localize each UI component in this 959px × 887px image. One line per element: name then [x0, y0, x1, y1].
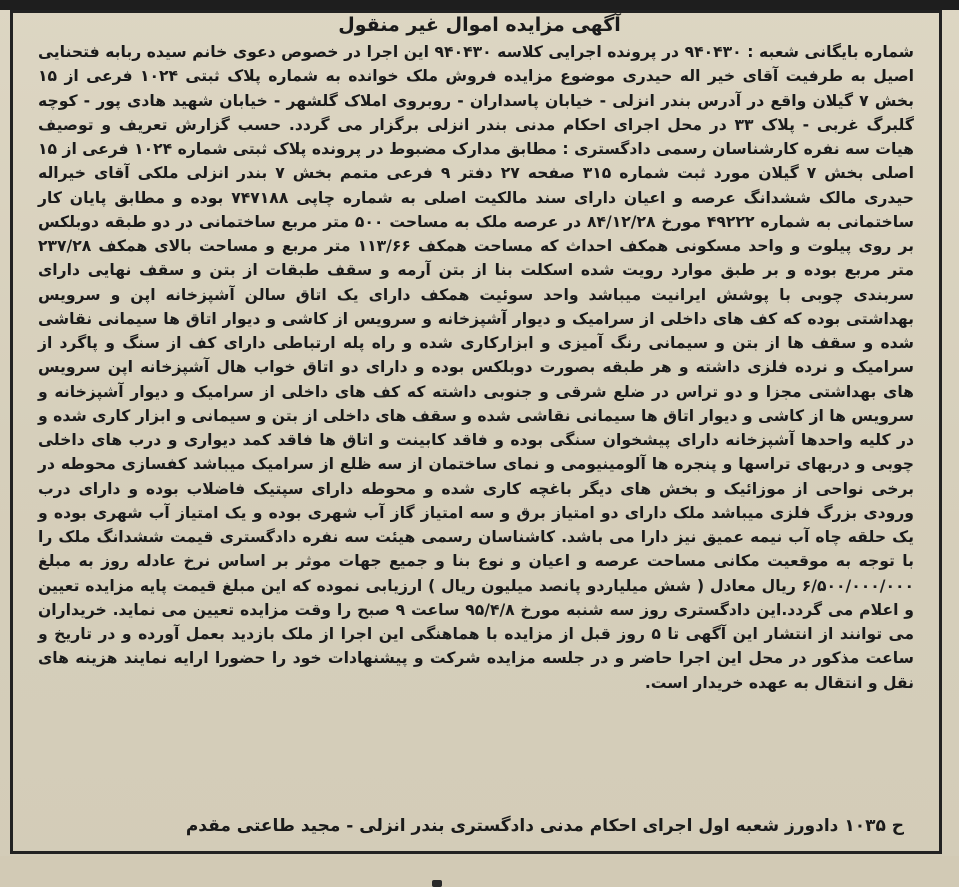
notice-footer: ح ۱۰۳۵ دادورز شعبه اول اجرای احکام مدنی دادگستری بندر انزلی - مجید طاعتی مقدم — [185, 816, 904, 836]
notice-title: آگهی مزایده اموال غیر منقول — [338, 14, 621, 36]
ink-dot — [432, 880, 442, 887]
page-bottom-margin — [0, 856, 959, 887]
top-border-strip — [0, 0, 959, 10]
notice-body: شماره بایگانی شعبه : ۹۴۰۴۳۰ در پرونده اجرایی کلاسه ۹۴۰۴۳۰ این اجرا در خصوص دعوی خانم سیده ربابه فتحنایی اصیل به طرفیت آقای خیر اله حیدری موضوع مزایده فروش ملک خوانده به شماره پلاک ثبتی ۱۰۲۴ فرعی از ۱۵ بخش ۷ گیلان واقع در آدرس بندر انزلی - خیابان پاسداران - روبروی املاک گلشهر - خیابان شهید هادی پور - کوچه گلبرگ غربی - پلاک ۳۳ در محل اجرای احکام مدنی بندر انزلی برگزار می گردد. حسب گزارش تعریف و توصیف هیات سه نفره کارشناسان رسمی دادگستری : مطابق مدارک مضبوط در پرونده پلاک ثبتی شماره ۱۰۲۴ فرعی از ۱۵ اصلی بخش ۷ گیلان مورد ثبت شماره ۳۱۵ صفحه ۲۷ دفتر ۹ فرعی متمم بخش ۷ بندر انزلی ملکی آقای خیراله حیدری مالک ششدانگ عرصه و اعیان دارای سند مالکیت اصلی به شماره چاپی ۷۴۷۱۸۸ بوده و مطابق پایان کار ساختمانی به شماره ۴۹۲۲۲ مورخ ۸۴/۱۲/۲۸ در عرصه ملک به مساحت ۵۰۰ متر مربع ساختمانی در دو طبقه دوبلکس بر روی پیلوت و واحد مسکونی همکف احداث که مساحت همکف ۱۱۳/۶۶ متر مربع و مساحت بالای همکف ۲۳۷/۲۸ متر مربع بوده و بر طبق موارد رویت شده اسکلت بنا از بتن آرمه و سقف طبقات از بتن و سقف نهایی دارای سربندی چوبی با پوشش ایرانیت میباشد واحد سوئیت همکف دارای یک اتاق سالن آشپزخانه اپن و سرویس بهداشتی بوده که کف های داخلی از سرامیک و دیوار آشپزخانه و سرویس از کاشی و دیوار اتاق ها سیمانی نقاشی شده و سقف ها از بتن و سیمانی رنگ آمیزی و ابزارکاری شده و راه پله ارتباطی دارای کف از سنگ و پاگرد از سرامیک و نرده فلزی داشته و هر طبقه بصورت دوبلکس بوده و دارای دو اتاق خواب هال آشپزخانه اپن سرویس های بهداشتی مجزا و دو تراس در ضلع شرقی و جنوبی داشته که کف های داخلی از سرامیک و دیوار آشپزخانه و سرویس ها از کاشی و دیوار اتاق ها سیمانی نقاشی شده و سقف های داخلی از بتن و سیمانی و ابزار کاری شده و در کلیه واحدها آشپزخانه دارای پیشخوان سنگی بوده و فاقد کابینت و اتاق ها فاقد کمد دیواری و درب های داخلی چوبی و دربهای تراسها و پنجره ها آلومینیومی و نمای ساختمان از سه ظلع از سرامیک میباشد کفسازی محوطه در برخی نواحی از موزائیک و بخش های دیگر باغچه کاری شده و محوطه دارای سپتیک فاضلاب بوده و دارای درب ورودی بزرگ فلزی میباشد ملک دارای دو امتیاز برق و سه امتیاز گاز آب شهری بوده و یک امتیاز آب شهری بوده و یک حلقه چاه آب نیمه عمیق نیز دارا می باشد. کاشناسان رسمی هیئت سه نفره دادگستری قیمت ششدانگ ملک را با توجه به موقعیت مکانی مساحت عرصه و اعیان و نوع بنا و جمیع جهات موثر بر اساس نرخ عادله روز به مبلغ ۶/۵۰۰/۰۰۰/۰۰۰ ریال معادل ( شش میلیاردو پانصد میلیون ریال ) ارزیابی نموده که این مبلغ قیمت پایه مزایده تعیین و اعلام می گردد.این دادگستری روز سه شنبه مورخ ۹۵/۴/۸ ساعت ۹ صبح را وقت مزایده تعیین می نماید. خریداران می توانند از انتشار این آگهی تا ۵ روز قبل از مزایده با هماهنگی این اجرا از ملک بازدید بعمل آورده و در تاریخ و ساعت مذکور در محل این اجرا حاضر و در جلسه مزایده شرکت و پیشنهادات خود را حضورا ارایه نمایند هزینه های نقل و انتقال به عهده خریدار است. — [38, 43, 915, 692]
